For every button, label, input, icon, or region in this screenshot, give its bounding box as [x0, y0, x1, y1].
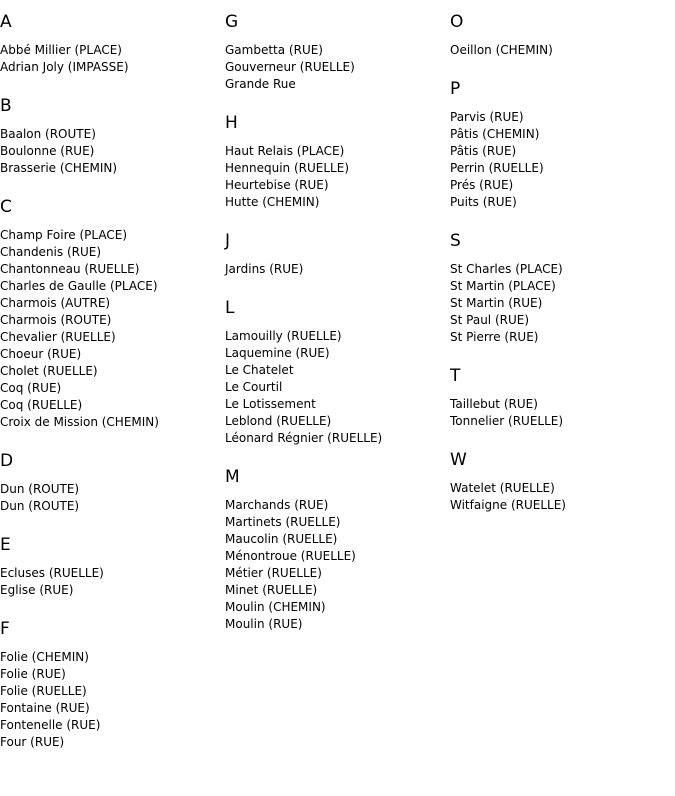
street-link[interactable]: Le Courtil [225, 380, 283, 394]
street-list [450, 480, 665, 514]
street-link[interactable]: Choeur (RUE) [0, 347, 82, 361]
street-link[interactable]: Taillebut (RUE) [450, 397, 538, 411]
letter-group [225, 467, 440, 633]
letter-group [450, 231, 665, 346]
street-link[interactable]: Coq (RUELLE) [0, 398, 83, 412]
letter-group [0, 535, 215, 599]
street-link[interactable]: Grande Rue [225, 77, 296, 91]
street-link[interactable]: Le Chatelet [225, 363, 294, 377]
street-link[interactable]: Champ Foire (PLACE) [0, 228, 127, 242]
letter-group [0, 12, 215, 76]
street-link[interactable]: Moulin (RUE) [225, 617, 303, 631]
street-link[interactable]: Dun (ROUTE) [0, 499, 80, 513]
street-link[interactable]: Ecluses (RUELLE) [0, 566, 104, 580]
letter-heading: J [225, 231, 231, 251]
street-list [0, 649, 215, 751]
street-list [225, 497, 440, 633]
street-link[interactable]: Perrin (RUELLE) [450, 161, 544, 175]
letter-heading: G [225, 12, 239, 32]
street-list [0, 481, 215, 515]
letter-heading: P [450, 79, 461, 99]
street-link[interactable]: Lamouilly (RUELLE) [225, 329, 342, 343]
letter-group [225, 113, 440, 211]
street-list [0, 126, 215, 177]
street-list [225, 42, 440, 93]
street-link[interactable]: Oeillon (CHEMIN) [450, 43, 553, 57]
street-link[interactable]: Croix de Mission (CHEMIN) [0, 415, 159, 429]
street-link[interactable]: Tonnelier (RUELLE) [450, 414, 564, 428]
street-link[interactable]: Abbé Millier (PLACE) [0, 43, 122, 57]
letter-group [225, 231, 440, 278]
street-link[interactable]: Heurtebise (RUE) [225, 178, 329, 192]
letter-heading: B [0, 96, 12, 116]
street-link[interactable]: Martinets (RUELLE) [225, 515, 341, 529]
street-link[interactable]: Adrian Joly (IMPASSE) [0, 60, 129, 74]
street-list [225, 261, 440, 278]
street-list [450, 42, 665, 59]
street-link[interactable]: Hutte (CHEMIN) [225, 195, 320, 209]
street-link[interactable]: Hennequin (RUELLE) [225, 161, 349, 175]
street-list [225, 328, 440, 447]
street-link[interactable]: Pâtis (CHEMIN) [450, 127, 540, 141]
letter-group [0, 197, 215, 431]
street-link[interactable]: Coq (RUE) [0, 381, 62, 395]
letter-heading: W [450, 450, 467, 470]
street-link[interactable]: Laquemine (RUE) [225, 346, 330, 360]
street-link[interactable]: Fontaine (RUE) [0, 701, 90, 715]
letter-group [225, 12, 440, 93]
street-link[interactable]: Cholet (RUELLE) [0, 364, 98, 378]
street-link[interactable]: Haut Relais (PLACE) [225, 144, 345, 158]
letter-heading: L [225, 298, 235, 318]
letter-group [0, 96, 215, 177]
street-link[interactable]: St Pierre (RUE) [450, 330, 539, 344]
street-list [450, 109, 665, 211]
street-link[interactable]: Puits (RUE) [450, 195, 517, 209]
street-link[interactable]: Folie (RUELLE) [0, 684, 87, 698]
index-column [225, 12, 440, 653]
street-link[interactable]: Fontenelle (RUE) [0, 718, 101, 732]
street-link[interactable]: Parvis (RUE) [450, 110, 524, 124]
street-list [225, 143, 440, 211]
street-link[interactable]: Le Lotissement [225, 397, 316, 411]
street-link[interactable]: Boulonne (RUE) [0, 144, 95, 158]
street-list [450, 396, 665, 430]
street-link[interactable]: Dun (ROUTE) [0, 482, 80, 496]
street-link[interactable]: Minet (RUELLE) [225, 583, 318, 597]
street-link[interactable]: Marchands (RUE) [225, 498, 329, 512]
letter-heading: D [0, 451, 14, 471]
street-link[interactable]: Eglise (RUE) [0, 583, 74, 597]
letter-heading: T [450, 366, 461, 386]
letter-heading: A [0, 12, 12, 32]
street-link[interactable]: Watelet (RUELLE) [450, 481, 555, 495]
street-link[interactable]: Leblond (RUELLE) [225, 414, 332, 428]
letter-group [450, 12, 665, 59]
street-link[interactable]: Charmois (AUTRE) [0, 296, 111, 310]
letter-heading: C [0, 197, 12, 217]
index-column [0, 12, 215, 771]
letter-heading: O [450, 12, 464, 32]
street-link[interactable]: Chevalier (RUELLE) [0, 330, 116, 344]
street-list [0, 565, 215, 599]
letter-heading: E [0, 535, 11, 555]
letter-heading: M [225, 467, 240, 487]
street-link[interactable]: St Martin (PLACE) [450, 279, 556, 293]
street-link[interactable]: Four (RUE) [0, 735, 65, 749]
letter-group [450, 450, 665, 514]
letter-heading: F [0, 619, 10, 639]
street-link[interactable]: Chandenis (RUE) [0, 245, 102, 259]
street-list [0, 42, 215, 76]
street-link[interactable]: Folie (CHEMIN) [0, 650, 89, 664]
street-link[interactable]: Charles de Gaulle (PLACE) [0, 279, 158, 293]
street-link[interactable]: St Martin (RUE) [450, 296, 543, 310]
street-link[interactable]: Maucolin (RUELLE) [225, 532, 338, 546]
street-link[interactable]: St Paul (RUE) [450, 313, 530, 327]
letter-group [0, 451, 215, 515]
letter-group [450, 366, 665, 430]
letter-group [225, 298, 440, 447]
street-link[interactable]: Charmois (ROUTE) [0, 313, 112, 327]
letter-group [0, 619, 215, 751]
street-list [450, 261, 665, 346]
index-column [450, 12, 665, 534]
street-link[interactable]: Witfaigne (RUELLE) [450, 498, 566, 512]
street-link[interactable]: Léonard Régnier (RUELLE) [225, 431, 383, 445]
street-link[interactable]: Gambetta (RUE) [225, 43, 323, 57]
street-link[interactable]: Brasserie (CHEMIN) [0, 161, 118, 175]
letter-group [450, 79, 665, 211]
street-link[interactable]: St Charles (PLACE) [450, 262, 563, 276]
street-list [0, 227, 215, 431]
letter-heading: S [450, 231, 461, 251]
street-link[interactable]: Pâtis (RUE) [450, 144, 517, 158]
street-link[interactable]: Moulin (CHEMIN) [225, 600, 326, 614]
letter-heading: H [225, 113, 238, 133]
street-link[interactable]: Chantonneau (RUELLE) [0, 262, 140, 276]
street-link[interactable]: Jardins (RUE) [225, 262, 304, 276]
street-link[interactable]: Folie (RUE) [0, 667, 66, 681]
street-link[interactable]: Ménontroue (RUELLE) [225, 549, 356, 563]
street-link[interactable]: Gouverneur (RUELLE) [225, 60, 355, 74]
street-link[interactable]: Prés (RUE) [450, 178, 514, 192]
street-link[interactable]: Baalon (ROUTE) [0, 127, 96, 141]
street-link[interactable]: Métier (RUELLE) [225, 566, 322, 580]
